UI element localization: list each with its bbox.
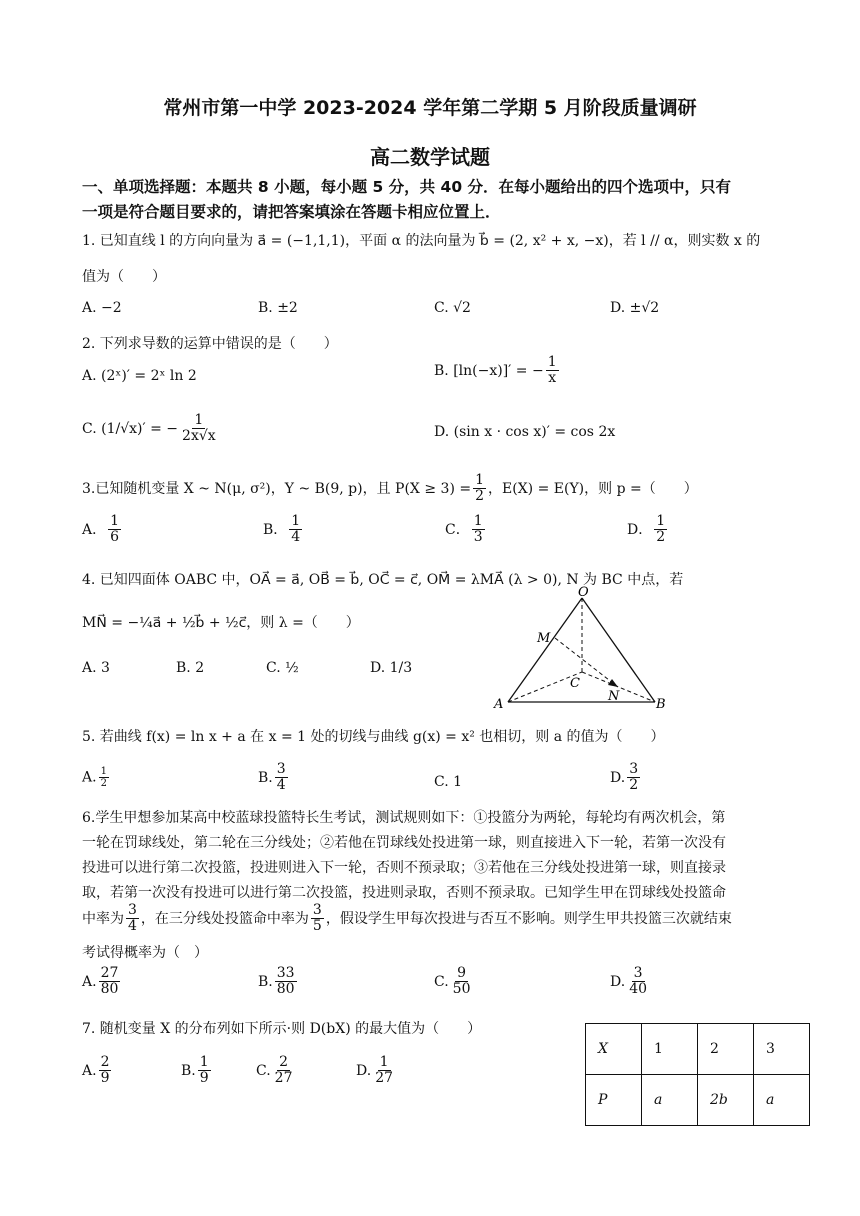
q7-d-den: 27 — [375, 1070, 394, 1087]
table-row — [586, 1075, 810, 1126]
q3-option-c — [445, 514, 487, 546]
q7-d-label: D. — [356, 1062, 372, 1079]
q4-stem-line1: 4. 已知四面体 OABC 中，OA⃗ = a⃗, OB⃗ = b⃗, OC⃗ = c⃗, OM⃗ = λMA⃗ (λ > 0), N 为 BC 中点，若 — [82, 572, 684, 588]
q1-option-a: A. −2 — [82, 300, 122, 316]
q7-option-c — [256, 1055, 297, 1087]
table-cell: P — [586, 1075, 642, 1126]
table-cell: 2b — [698, 1075, 754, 1126]
q7-option-b — [181, 1055, 213, 1087]
q6-a-den: 80 — [100, 981, 119, 998]
q4-option-c: C. ½ — [266, 660, 299, 676]
q3-a-den: 6 — [110, 529, 120, 546]
q7-c-num: 2 — [279, 1054, 289, 1070]
table-cell: 2 — [698, 1024, 754, 1075]
q6-option-d — [610, 966, 651, 998]
q3-d-label: D． — [627, 521, 653, 538]
q6-line5-part2: ，在三分线处投篮命中率为 — [140, 910, 309, 927]
q7-option-d — [356, 1055, 397, 1087]
table-cell: a — [642, 1075, 698, 1126]
q7-c-den: 27 — [274, 1070, 293, 1087]
q6-c-num: 9 — [457, 965, 467, 981]
q7-b-den: 9 — [199, 1070, 209, 1087]
distribution-table — [585, 1023, 810, 1126]
q6-line5-part3: ，假设学生甲每次投进与否互不影响。则学生甲共投篮三次就结束 — [325, 910, 732, 927]
q7-d-num: 1 — [379, 1054, 389, 1070]
q3-option-b — [263, 514, 304, 546]
section-header-line2: 一项是符合题目要求的，请把答案填涂在答题卡相应位置上． — [82, 203, 501, 221]
q5-b-label: B. — [258, 769, 273, 786]
q6-b-den: 80 — [276, 981, 295, 998]
q7-a-label: A. — [82, 1062, 97, 1079]
q3-b-num: 1 — [291, 513, 301, 529]
q7-c-label: C. — [256, 1062, 271, 1079]
diagram-label-o: O — [578, 586, 589, 600]
q7-b-label: B. — [181, 1062, 196, 1079]
q3-stem-denominator: 2 — [475, 488, 485, 505]
q6-option-b — [258, 966, 299, 998]
table-cell: 3 — [754, 1024, 810, 1075]
q5-a-num: 1 — [100, 766, 107, 777]
tetrahedron-diagram — [490, 586, 680, 716]
q4-option-b: B. 2 — [176, 660, 205, 676]
q5-a-den: 2 — [100, 778, 107, 789]
q6-a-label: A. — [82, 973, 97, 990]
table-cell: 1 — [642, 1024, 698, 1075]
q6-line1: 6.学生甲想参加某高中校蓝球投篮特长生考试，测试规则如下：①投篮分为两轮，每轮均有两次机会，第 — [82, 810, 726, 826]
q6-option-c — [434, 966, 475, 998]
q1-stem-line2: 值为（ ） — [82, 269, 166, 285]
q4-option-d: D. 1/3 — [370, 660, 413, 676]
q6-c-den: 50 — [452, 981, 471, 998]
q2-stem: 2. 下列求导数的运算中错误的是（ ） — [82, 336, 338, 352]
q6-b-label: B. — [258, 973, 273, 990]
q3-a-label: A． — [82, 521, 107, 538]
q6-frac2-num: 3 — [312, 902, 322, 918]
q7-a-num: 2 — [100, 1054, 110, 1070]
q3-c-den: 3 — [473, 529, 483, 546]
q5-a-label: A. — [82, 769, 97, 786]
q5-option-d — [610, 762, 642, 794]
diagram-label-c: C — [570, 676, 580, 691]
q2-option-c-text: C. (1/√x)′ = − — [82, 420, 179, 437]
q2-option-d: D. (sin x · cos x)′ = cos 2x — [434, 424, 616, 440]
q4-stem-line2: MN⃗ = −¼a⃗ + ½b⃗ + ½c⃗，则 λ =（ ） — [82, 615, 360, 631]
q3-c-label: C． — [445, 521, 470, 538]
q6-frac1-num: 3 — [128, 902, 137, 918]
q7-a-den: 9 — [100, 1070, 110, 1087]
q1-option-c: C. √2 — [434, 300, 471, 316]
q6-b-num: 33 — [276, 965, 295, 981]
q3-option-d — [627, 514, 669, 546]
q6-line3: 投进可以进行第二次投篮，投进则进入下一轮，否则不预录取；③若他在三分线处投进第一球，则直接录 — [82, 860, 726, 876]
q5-option-a — [82, 766, 111, 789]
q6-d-den: 40 — [629, 981, 648, 998]
section-header-line1: 一、单项选择题：本题共 8 小题，每小题 5 分，共 40 分．在每小题给出的四个选项中，只有 — [82, 178, 732, 196]
q1-option-d: D. ±√2 — [610, 300, 660, 316]
q3-option-a — [82, 514, 123, 546]
diagram-label-m: M — [537, 631, 551, 646]
q3-d-num: 1 — [656, 513, 666, 529]
q6-c-label: C. — [434, 973, 449, 990]
q3-stem-numerator: 1 — [475, 472, 485, 488]
q5-option-b — [258, 762, 290, 794]
table-cell: X — [586, 1024, 642, 1075]
q3-d-den: 2 — [656, 529, 666, 546]
q1-option-b: B. ±2 — [258, 300, 298, 316]
q3-a-num: 1 — [110, 513, 120, 529]
q5-d-label: D. — [610, 769, 626, 786]
q2-b-denominator: x — [548, 370, 557, 387]
diagram-label-n: N — [608, 689, 620, 704]
q2-b-numerator: 1 — [547, 354, 557, 370]
q2-option-b — [434, 355, 561, 387]
q6-d-label: D. — [610, 973, 626, 990]
exam-title: 常州市第一中学 2023-2024 学年第二学期 5 月阶段质量调研 — [163, 97, 697, 119]
q2-c-denominator: 2x√x — [182, 428, 216, 445]
q2-option-c — [82, 413, 220, 445]
q6-a-num: 27 — [100, 965, 119, 981]
q6-line5-part1: 中率为 — [82, 910, 124, 927]
q5-b-den: 4 — [276, 777, 286, 794]
q2-option-b-text: B. [ln(−x)]′ = − — [434, 362, 544, 379]
diagram-label-a: A — [494, 697, 504, 712]
q6-d-num: 3 — [633, 965, 643, 981]
q7-b-num: 1 — [199, 1054, 209, 1070]
q3-stem — [82, 473, 698, 505]
q3-c-num: 1 — [473, 513, 483, 529]
q6-option-a — [82, 966, 122, 998]
q6-frac1-den: 4 — [128, 918, 137, 935]
q5-b-num: 3 — [276, 761, 286, 777]
q3-b-den: 4 — [291, 529, 301, 546]
exam-subtitle: 高二数学试题 — [370, 145, 490, 169]
q2-option-a: A. (2ˣ)′ = 2ˣ ln 2 — [82, 368, 197, 384]
q6-line2: 一轮在罚球线处，第二轮在三分线处；②若他在罚球线处投进第一球，则直接进入下一轮，若第一次没有 — [82, 835, 726, 851]
q6-line5 — [82, 903, 732, 935]
q5-stem: 5. 若曲线 f(x) = ln x + a 在 x = 1 处的切线与曲线 g(x) = x² 也相切，则 a 的值为（ ） — [82, 729, 665, 745]
q5-d-den: 2 — [629, 777, 639, 794]
q5-d-num: 3 — [629, 761, 639, 777]
q6-line6: 考试得概率为（ ） — [82, 945, 208, 961]
q3-stem-part1: 3.已知随机变量 X ~ N(μ, σ²)，Y ~ B(9, p)，且 P(X ≥ 3) = — [82, 480, 472, 497]
diagram-label-b: B — [656, 697, 666, 712]
q6-line4: 取，若第一次没有投进可以进行第二次投篮，投进则录取，否则不预录取。已知学生甲在罚球线处投篮命 — [82, 885, 726, 901]
q3-b-label: B． — [263, 521, 288, 538]
q1-stem-line1: 1. 已知直线 l 的方向向量为 a⃗ = (−1,1,1)，平面 α 的法向量为 b⃗ = (2, x² + x, −x)，若 l // α，则实数 x 的 — [82, 233, 761, 249]
q7-stem: 7. 随机变量 X 的分布列如下所示·则 D(bX) 的最大值为（ ） — [82, 1021, 482, 1037]
q5-option-c: C. 1 — [434, 774, 463, 790]
table-cell: a — [754, 1075, 810, 1126]
q4-option-a: A. 3 — [82, 660, 110, 676]
q6-frac2-den: 5 — [312, 918, 322, 935]
q2-c-numerator: 1 — [194, 412, 204, 428]
q7-option-a — [82, 1055, 113, 1087]
table-row — [586, 1024, 810, 1075]
q3-stem-part2: ，E(X) = E(Y)，则 p =（ ） — [488, 480, 698, 497]
